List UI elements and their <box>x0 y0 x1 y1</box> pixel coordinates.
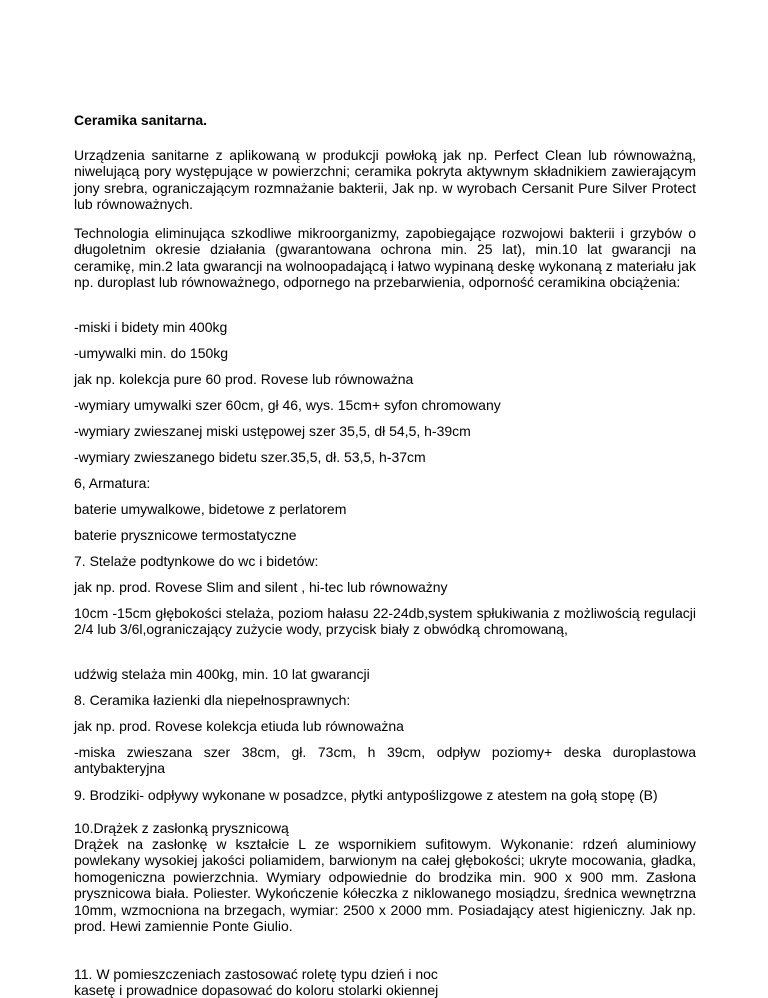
list-item: 6, Armatura: <box>74 475 151 491</box>
list-item: -umywalki min. do 150kg <box>74 345 229 361</box>
paragraph-technology: Technologia eliminująca szkodliwe mikroorganizmy, zapobiegające rozwojowi bakterii i grzybów o długoletnim okresie działania (gwarantowana ochrona min. 25 lat), min.10 lat gwarancji na ceramikę, min.2 lata gwarancji na wolnoopadającą i łatwo wypinaną deskę wykonaną z materiału jak np. duroplast lub równoważnego, odpornego na przebarwienia, odporność ceramikina obciążenia: <box>74 225 696 291</box>
list-item: 7. Stelaże podtynkowe do wc i bidetów: <box>74 553 319 569</box>
section-title: Ceramika sanitarna. <box>74 112 208 128</box>
paragraph-coating: Urządzenia sanitarne z aplikowaną w produkcji powłoką jak np. Perfect Clean lub równoważną, niwelującą pory występujące w powierzchni; ceramika pokryta aktywnym składnikiem zawierającym jony srebra, ograniczającym rozmnażanie bakterii, Jak np. w wyrobach Cersanit Pure Silver Protect lub równoważnych. <box>74 147 696 213</box>
paragraph-shower-trays: 9. Brodziki- odpływy wykonane w posadzce, płytki antypoślizgowe z atestem na gołą stopę (B) <box>74 787 658 803</box>
paragraph-toilet: -miska zwieszana szer 38cm, gł. 73cm, h 39cm, odpływ poziomy+ deska duroplastowa antybakteryjna <box>74 744 696 777</box>
list-item: jak np. kolekcja pure 60 prod. Rovese lub równoważna <box>74 371 414 387</box>
list-item: 10.Drążek z zasłonką prysznicową <box>74 820 289 836</box>
paragraph-curtain-rod: Drążek na zasłonkę w kształcie L ze wspornikiem sufitowym. Wykonanie: rdzeń aluminiowy powlekany wysokiej jakości poliamidem, barwionym na całej głębokości; ukryte mocowania, gładka, homogeniczna powierzchnia. Wymiary odpowiednie do brodzika min. 900 x 900 mm. Zasłona prysznicowa biała. Poliester. Wykończenie kółeczka z niklowanego mosiądzu, średnica wewnętrzna 10mm, wzmocniona na brzegach, wymiar: 2500 x 2000 mm. Posiadający atest higieniczny. Jak np. prod. Hewi zamiennie Ponte Giulio. <box>74 836 696 935</box>
list-item: jak np. prod. Rovese Slim and silent , hi-tec lub równoważny <box>74 579 448 595</box>
list-item: baterie prysznicowe termostatyczne <box>74 527 297 543</box>
list-item: -wymiary zwieszanej miski ustępowej szer 35,5, dł 54,5, h-39cm <box>74 423 471 439</box>
paragraph-frames: 10cm -15cm głębokości stelaża, poziom hałasu 22-24db,system spłukiwania z możliwością regulacji 2/4 lub 3/6l,ograniczający zużycie wody, przycisk biały z obwódką chromowaną, <box>74 605 696 638</box>
list-item: udźwig stelaża min 400kg, min. 10 lat gwarancji <box>74 666 370 682</box>
list-item: kasetę i prowadnice dopasować do koloru stolarki okiennej <box>74 982 439 998</box>
list-item: jak np. prod. Rovese kolekcja etiuda lub równoważna <box>74 718 404 734</box>
list-item: -wymiary zwieszanego bidetu szer.35,5, dł. 53,5, h-37cm <box>74 449 426 465</box>
list-item: 8. Ceramika łazienki dla niepełnosprawnych: <box>74 692 351 708</box>
list-item: -wymiary umywalki szer 60cm, gł 46, wys. 15cm+ syfon chromowany <box>74 397 501 413</box>
list-item: baterie umywalkowe, bidetowe z perlatorem <box>74 501 347 517</box>
list-item: 11. W pomieszczeniach zastosować roletę typu dzień i noc <box>74 966 438 982</box>
list-item: -miski i bidety min 400kg <box>74 319 228 335</box>
